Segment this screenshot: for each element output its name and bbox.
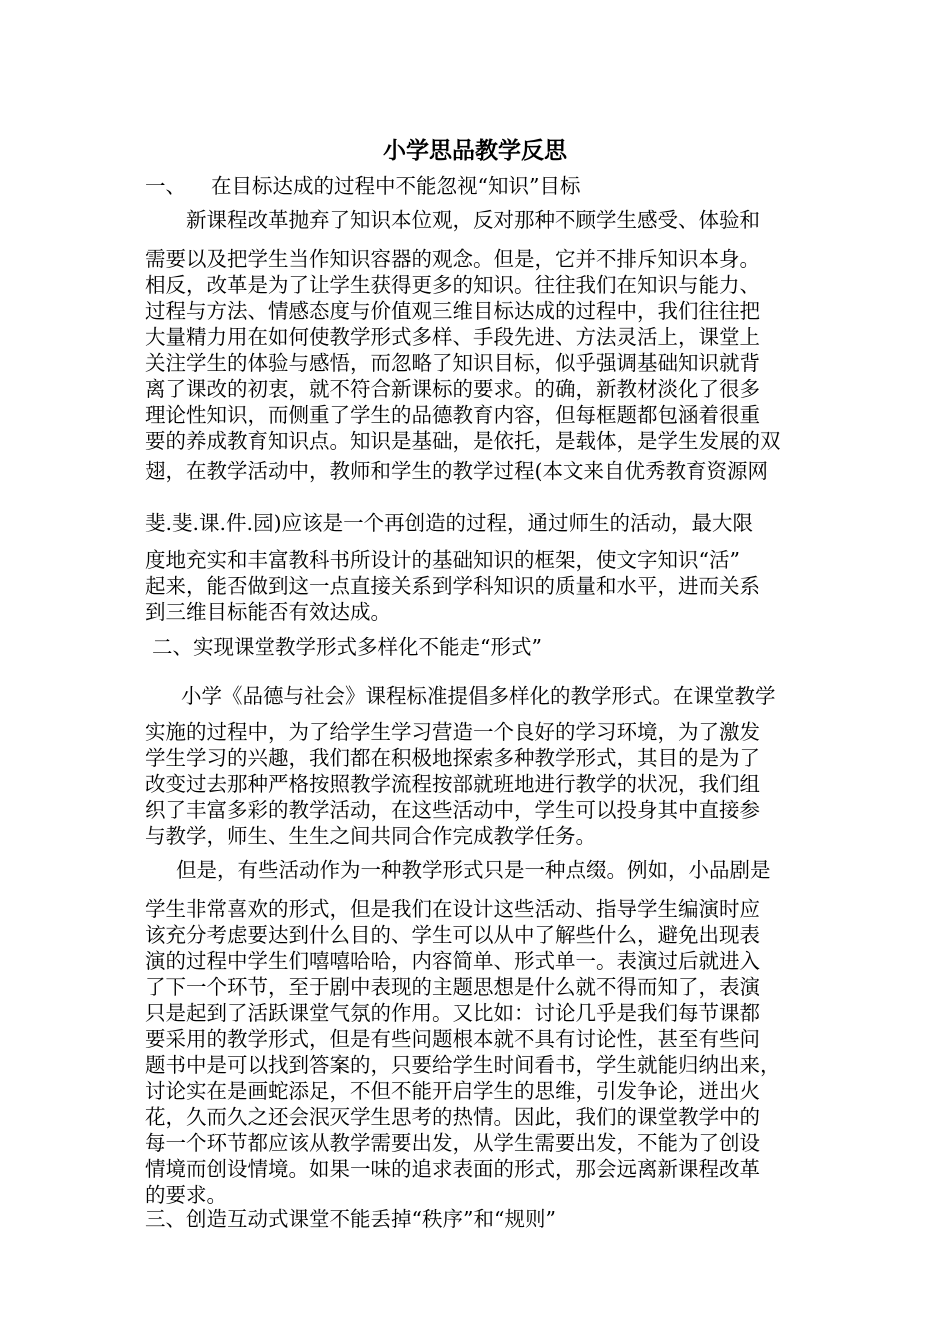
paragraph-line: 要采用的教学形式，但是有些问题根本就不具有讨论性，甚至有些问 — [145, 1027, 760, 1051]
paragraph-line: 改变过去那种严格按照教学流程按部就班地进行教学的状况，我们组 — [145, 772, 760, 796]
paragraph-line: 只是起到了活跃课堂气氛的作用。又比如：讨论几乎是我们每节课都 — [145, 1001, 760, 1025]
section-heading-2: 二、实现课堂教学形式多样化不能走“形式” — [152, 635, 542, 659]
paragraph-line: 离了课改的初衷，就不符合新课标的要求。的确，新教材淡化了很多 — [145, 377, 760, 401]
paragraph-line: 实施的过程中，为了给学生学习营造一个良好的学习环境，为了激发 — [145, 720, 760, 744]
paragraph-line: 大量精力用在如何使教学形式多样、手段先进、方法灵活上，课堂上 — [145, 325, 760, 349]
paragraph-line: 小学《品德与社会》课程标准提倡多样化的教学形式。在课堂教学 — [181, 684, 776, 708]
paragraph-line: 题书中是可以找到答案的，只要给学生时间看书，学生就能归纳出来， — [145, 1053, 781, 1077]
section-number: 一、 — [145, 174, 186, 198]
paragraph-line: 的要求。 — [145, 1183, 227, 1207]
paragraph-line: 学生学习的兴趣，我们都在积极地探索多种教学形式，其目的是为了 — [145, 746, 760, 770]
paragraph-line: 情境而创设情境。如果一味的追求表面的形式，那会远离新课程改革 — [145, 1157, 760, 1181]
paragraph-line: 演的过程中学生们嘻嘻哈哈，内容简单、形式单一。表演过后就进入 — [145, 949, 760, 973]
paragraph-line: 学生非常喜欢的形式，但是我们在设计这些活动、指导学生编演时应 — [145, 897, 760, 921]
document-title: 小学思品教学反思 — [383, 137, 567, 164]
section-heading-text: 在目标达成的过程中不能忽视“知识”目标 — [211, 174, 581, 198]
paragraph-line: 斐.斐.课.件.园)应该是一个再创造的过程，通过师生的活动，最大限 — [145, 511, 754, 535]
paragraph-line: 新课程改革抛弃了知识本位观，反对那种不顾学生感受、体验和 — [186, 208, 760, 232]
paragraph-line: 起来，能否做到这一点直接关系到学科知识的质量和水平，进而关系 — [145, 574, 760, 598]
section-heading-3: 三、创造互动式课堂不能丢掉“秩序”和“规则” — [145, 1207, 556, 1231]
paragraph-line: 度地充实和丰富教科书所设计的基础知识的框架，使文字知识“活” — [145, 548, 740, 572]
paragraph-line: 每一个环节都应该从教学需要出发，从学生需要出发，不能为了创设 — [145, 1131, 760, 1155]
paragraph-line: 但是，有些活动作为一种教学形式只是一种点缀。例如，小品剧是 — [176, 858, 771, 882]
paragraph-line: 与教学，师生、生生之间共同合作完成教学任务。 — [145, 824, 596, 848]
paragraph-line: 花，久而久之还会泯灭学生思考的热情。因此，我们的课堂教学中的 — [145, 1105, 760, 1129]
paragraph-line: 该充分考虑要达到什么目的、学生可以从中了解些什么，避免出现表 — [145, 923, 760, 947]
paragraph-line: 讨论实在是画蛇添足，不但不能开启学生的思维，引发争论，迸出火 — [145, 1079, 760, 1103]
paragraph-line: 理论性知识，而侧重了学生的品德教育内容，但每框题都包涵着很重 — [145, 403, 760, 427]
paragraph-line: 相反，改革是为了让学生获得更多的知识。往往我们在知识与能力、 — [145, 273, 760, 297]
section-heading-1 — [145, 173, 580, 199]
paragraph-line: 织了丰富多彩的教学活动，在这些活动中，学生可以投身其中直接参 — [145, 798, 760, 822]
paragraph-line: 了下一个环节，至于剧中表现的主题思想是什么就不得而知了，表演 — [145, 975, 760, 999]
paragraph-line: 关注学生的体验与感悟，而忽略了知识目标，似乎强调基础知识就背 — [145, 351, 760, 375]
paragraph-line: 翅，在教学活动中，教师和学生的教学过程(本文来自优秀教育资源网 — [145, 459, 768, 483]
paragraph-line: 过程与方法、情感态度与价值观三维目标达成的过程中，我们往往把 — [145, 299, 760, 323]
paragraph-line: 需要以及把学生当作知识容器的观念。但是，它并不排斥知识本身。 — [145, 247, 760, 271]
paragraph-line: 到三维目标能否有效达成。 — [145, 600, 391, 624]
paragraph-line: 要的养成教育知识点。知识是基础，是依托，是载体，是学生发展的双 — [145, 429, 781, 453]
